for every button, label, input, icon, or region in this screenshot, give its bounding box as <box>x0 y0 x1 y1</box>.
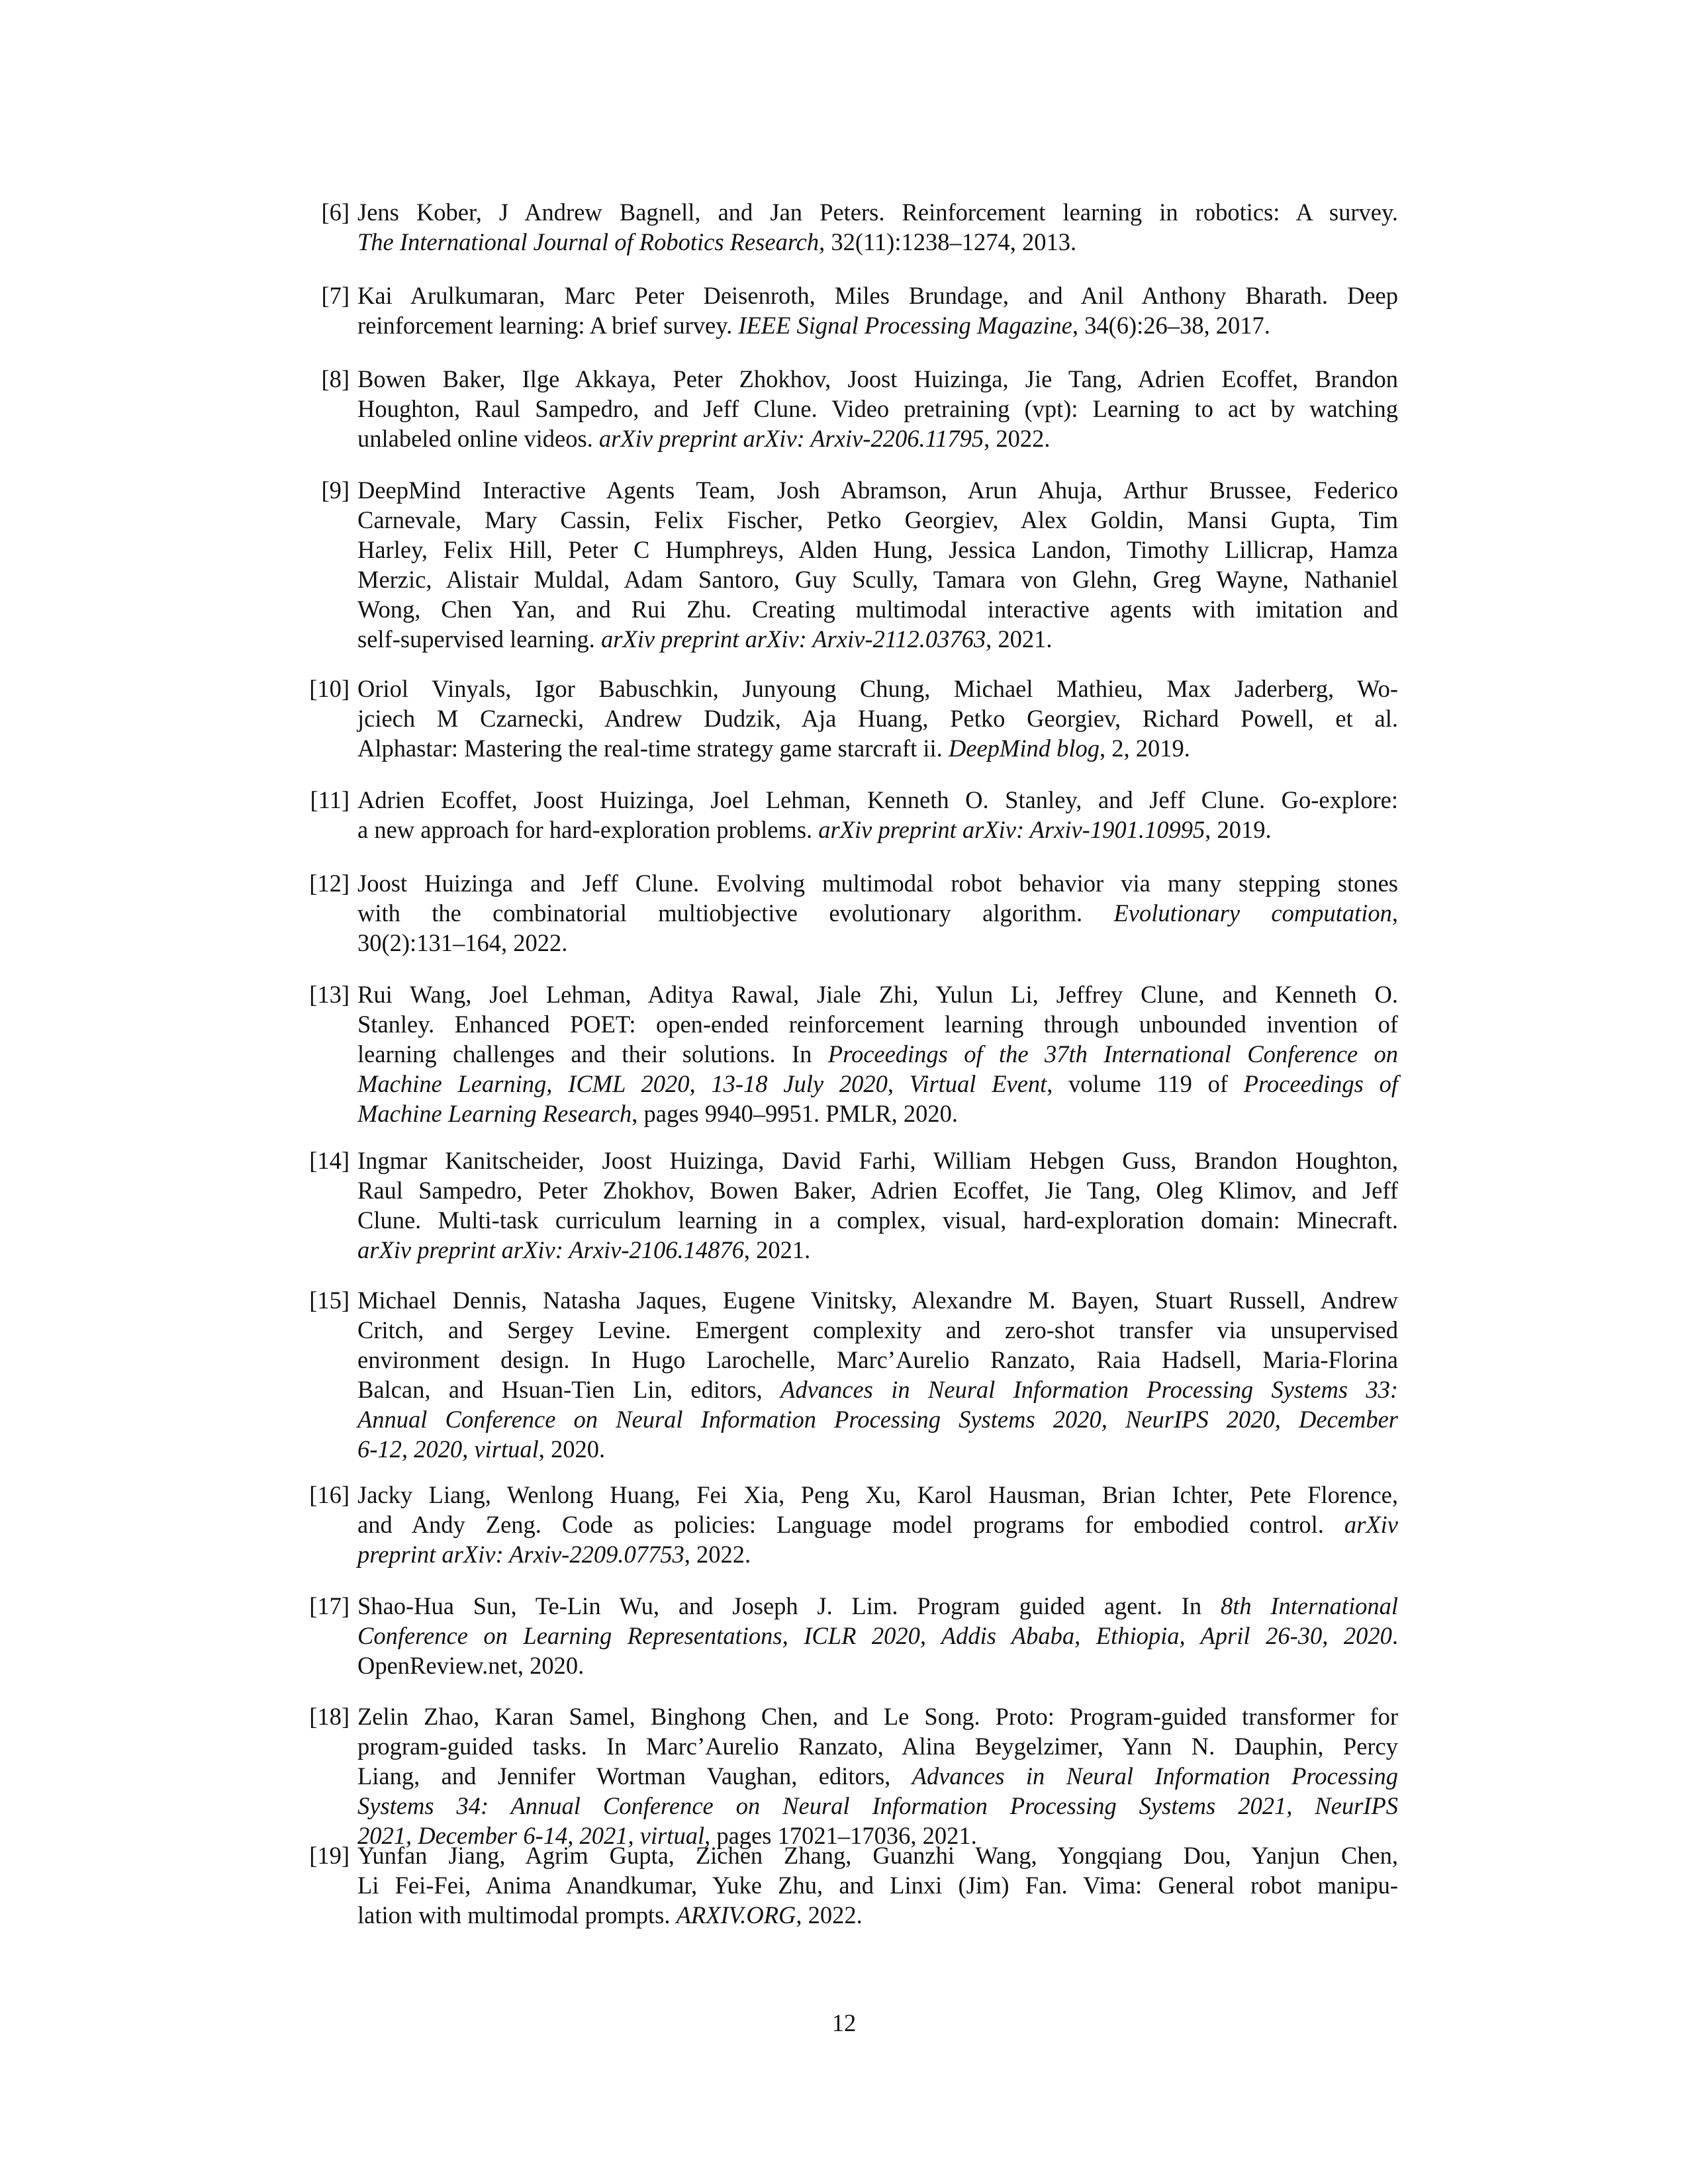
reference-text: , 2, 2019. <box>1099 735 1190 762</box>
reference-text: Shao-Hua Sun, Te-Lin Wu, and Joseph J. Lim. Program guided agent. In <box>357 1592 1221 1619</box>
reference-text: , 34(6):26–38, 2017. <box>1072 312 1270 339</box>
reference-text: DeepMind Interactive Agents Team, Josh Abramson, Arun Ahuja, Arthur Brussee, Federico <box>357 477 1398 504</box>
reference-text: Balcan, and Hsuan-Tien Lin, editors, <box>357 1376 781 1403</box>
reference-text: , 32(11):1238–1274, 2013. <box>819 228 1077 255</box>
reference-text: self-supervised learning. <box>357 625 601 653</box>
reference-number: [9] <box>321 477 350 504</box>
reference-line <box>357 1761 1398 1791</box>
reference-line <box>357 1235 1398 1265</box>
reference-text: , 2022. <box>684 1541 751 1568</box>
reference-text: Rui Wang, Joel Lehman, Aditya Rawal, Jiale Zhi, Yulun Li, Jeffrey Clune, and Kenneth O. <box>357 981 1398 1008</box>
reference-text: Joost Huizinga and Jeff Clune. Evolving multimodal robot behavior via many stepping stones <box>357 870 1398 897</box>
reference-text: Clune. Multi-task curriculum learning in a complex, visual, hard-exploration domain: Minecraft. <box>357 1206 1398 1234</box>
reference-line <box>357 227 1398 257</box>
reference-text: , 2022. <box>796 1901 863 1929</box>
reference-text: Adrien Ecoffet, Joost Huizinga, Joel Lehman, Kenneth O. Stanley, and Jeff Clune. Go-explore: <box>357 786 1398 813</box>
reference-text: jciech M Czarnecki, Andrew Dudzik, Aja Huang, Petko Georgiev, Richard Powell, et al. <box>357 705 1398 732</box>
reference-line <box>357 475 1398 505</box>
reference-text: unlabeled online videos. <box>357 425 599 452</box>
reference-number: [8] <box>321 365 350 392</box>
reference-italic-text: Systems 34: Annual Conference on Neural Information Processing Systems 2021, NeurIPS <box>357 1792 1398 1819</box>
reference-number: [16] <box>309 1481 350 1508</box>
reference-text: . <box>1391 1622 1398 1649</box>
reference-text: Ingmar Kanitscheider, Joost Huizinga, David Farhi, William Hebgen Guss, Brandon Houghton, <box>357 1147 1398 1174</box>
reference-text: Zelin Zhao, Karan Samel, Binghong Chen, and Le Song. Proto: Program-guided transformer for <box>357 1703 1398 1730</box>
reference-text: Jens Kober, J Andrew Bagnell, and Jan Peters. Reinforcement learning in robotics: A survey. <box>357 199 1398 226</box>
reference-line <box>357 394 1398 424</box>
reference-line <box>357 733 1398 763</box>
reference-text: learning challenges and their solutions. In <box>357 1040 828 1068</box>
reference-text: Raul Sampedro, Peter Zhokhov, Bowen Baker, Adrien Ecoffet, Jie Tang, Oleg Klimov, and Jeff <box>357 1177 1398 1204</box>
reference-line <box>357 565 1398 594</box>
reference-italic-text: arXiv preprint arXiv: Arxiv-1901.10995 <box>818 816 1205 843</box>
reference-text: 30(2):131–164, 2022. <box>357 929 568 956</box>
reference-number: [17] <box>309 1592 350 1619</box>
reference-line <box>357 1480 1398 1510</box>
reference-italic-text: Annual Conference on Neural Information Processing Systems 2020, NeurIPS 2020, December <box>357 1406 1398 1433</box>
reference-text: lation with multimodal prompts. <box>357 1901 677 1929</box>
reference-line <box>357 979 1398 1009</box>
reference-italic-text: arXiv <box>1344 1511 1398 1538</box>
reference-line <box>357 1841 1398 1870</box>
reference-text: , <box>1391 899 1398 927</box>
reference-text: OpenReview.net, 2020. <box>357 1652 585 1679</box>
reference-line <box>357 704 1398 733</box>
reference-text: Stanley. Enhanced POET: open-ended reinforcement learning through unbounded invention of <box>357 1011 1398 1038</box>
reference-text: , volume 119 of <box>1047 1070 1244 1097</box>
reference-text: program-guided tasks. In Marc’Aurelio Ranzato, Alina Beygelzimer, Yann N. Dauphin, Percy <box>357 1733 1398 1760</box>
reference-line <box>357 505 1398 535</box>
reference-line <box>357 197 1398 227</box>
page-number: 12 <box>831 2009 857 2036</box>
reference-line <box>357 1315 1398 1345</box>
reference-line <box>357 1434 1398 1464</box>
reference-italic-text: IEEE Signal Processing Magazine <box>738 312 1072 339</box>
reference-line <box>357 1099 1398 1128</box>
reference-line <box>357 1404 1398 1434</box>
reference-text: Wong, Chen Yan, and Rui Zhu. Creating multimodal interactive agents with imitation and <box>357 596 1398 623</box>
reference-line <box>357 1702 1398 1731</box>
reference-italic-text: ARXIV.ORG <box>676 1901 796 1929</box>
reference-text: , 2021. <box>986 625 1053 653</box>
reference-number: [18] <box>309 1703 350 1730</box>
reference-italic-text: Advances in Neural Information Processing <box>912 1762 1399 1790</box>
reference-text: Kai Arulkumaran, Marc Peter Deisenroth, Miles Brundage, and Anil Anthony Bharath. Deep <box>357 282 1398 309</box>
reference-number: [11] <box>310 786 350 813</box>
reference-text: reinforcement learning: A brief survey. <box>357 312 739 339</box>
reference-italic-text: arXiv preprint arXiv: Arxiv-2206.11795 <box>598 425 984 452</box>
reference-line <box>357 1146 1398 1175</box>
reference-text: Li Fei-Fei, Anima Anandkumar, Yuke Zhu, and Linxi (Jim) Fan. Vima: General robot manipu- <box>357 1872 1398 1899</box>
reference-text: Yunfan Jiang, Agrim Gupta, Zichen Zhang, Guanzhi Wang, Yongqiang Dou, Yanjun Chen, <box>357 1842 1398 1869</box>
reference-italic-text: Conference on Learning Representations, ICLR 2020, Addis Ababa, Ethiopia, April 26-30, 2020 <box>357 1622 1392 1649</box>
reference-text: Merzic, Alistair Muldal, Adam Santoro, Guy Scully, Tamara von Glehn, Greg Wayne, Nathaniel <box>357 566 1398 593</box>
reference-line <box>357 868 1398 898</box>
reference-italic-text: Proceedings of the 37th International Conference on <box>827 1040 1398 1068</box>
reference-text: environment design. In Hugo Larochelle, Marc’Aurelio Ranzato, Raia Hadsell, Maria-Florina <box>357 1346 1398 1373</box>
reference-line <box>357 1900 1398 1930</box>
reference-italic-text: arXiv preprint arXiv: Arxiv-2112.03763 <box>600 625 986 653</box>
reference-line <box>357 1591 1398 1621</box>
reference-line <box>357 1069 1398 1099</box>
reference-text: and Andy Zeng. Code as policies: Language model programs for embodied control. <box>357 1511 1344 1538</box>
reference-italic-text: Machine Learning, ICML 2020, 13-18 July 2020, Virtual Event <box>357 1070 1047 1097</box>
reference-italic-text: Proceedings of <box>1243 1070 1398 1097</box>
reference-italic-text: Advances in Neural Information Processing Systems 33: <box>780 1376 1398 1403</box>
reference-line <box>357 1651 1398 1680</box>
reference-line <box>357 1621 1398 1651</box>
reference-text: Alphastar: Mastering the real-time strategy game starcraft ii. <box>357 735 949 762</box>
reference-italic-text: preprint arXiv: Arxiv-2209.07753 <box>357 1541 684 1568</box>
reference-line <box>357 898 1398 928</box>
reference-italic-text: 2021, December 6-14, 2021, virtual <box>357 1822 705 1849</box>
reference-text: a new approach for hard-exploration problems. <box>357 816 819 843</box>
reference-number: [12] <box>309 870 350 897</box>
reference-text: , pages 17021–17036, 2021. <box>704 1822 977 1849</box>
reference-line <box>357 1791 1398 1821</box>
reference-line <box>357 424 1398 453</box>
reference-line <box>357 1345 1398 1375</box>
reference-line <box>357 310 1398 340</box>
reference-text: Carnevale, Mary Cassin, Felix Fischer, Petko Georgiev, Alex Goldin, Mansi Gupta, Tim <box>357 506 1398 533</box>
reference-line <box>357 1285 1398 1315</box>
reference-line <box>357 594 1398 624</box>
reference-text: Michael Dennis, Natasha Jaques, Eugene Vinitsky, Alexandre M. Bayen, Stuart Russell, Andrew <box>357 1287 1398 1314</box>
reference-text: , 2020. <box>538 1435 606 1463</box>
reference-line <box>357 1205 1398 1235</box>
reference-text: , 2019. <box>1205 816 1272 843</box>
reference-line <box>357 1175 1398 1205</box>
reference-line <box>357 785 1398 815</box>
reference-number: [10] <box>309 675 350 702</box>
reference-number: [13] <box>309 981 350 1008</box>
reference-line <box>357 674 1398 704</box>
reference-number: [14] <box>309 1147 350 1174</box>
reference-line <box>357 1731 1398 1761</box>
reference-italic-text: arXiv preprint arXiv: Arxiv-2106.14876 <box>357 1236 744 1263</box>
reference-text: with the combinatorial multiobjective evolutionary algorithm. <box>357 899 1114 927</box>
reference-line <box>357 1870 1398 1900</box>
reference-italic-text: Machine Learning Research <box>357 1100 632 1127</box>
reference-line <box>357 1510 1398 1539</box>
reference-number: [6] <box>321 199 350 226</box>
reference-line <box>357 535 1398 565</box>
reference-italic-text: 6-12, 2020, virtual <box>357 1435 539 1463</box>
reference-text: Harley, Felix Hill, Peter C Humphreys, Alden Hung, Jessica Landon, Timothy Lillicrap, Hamza <box>357 536 1398 563</box>
reference-line <box>357 1539 1398 1569</box>
reference-line <box>357 281 1398 310</box>
reference-italic-text: The International Journal of Robotics Research <box>357 228 820 255</box>
reference-line <box>357 928 1398 958</box>
reference-italic-text: DeepMind blog <box>948 735 1100 762</box>
reference-text: Bowen Baker, Ilge Akkaya, Peter Zhokhov, Joost Huizinga, Jie Tang, Adrien Ecoffet, Brandon <box>357 365 1398 392</box>
reference-text: Jacky Liang, Wenlong Huang, Fei Xia, Peng Xu, Karol Hausman, Brian Ichter, Pete Florence, <box>357 1481 1398 1508</box>
reference-text: , pages 9940–9951. PMLR, 2020. <box>632 1100 958 1127</box>
reference-line <box>357 1009 1398 1039</box>
reference-text: , 2022. <box>984 425 1051 452</box>
reference-line <box>357 1039 1398 1069</box>
reference-number: [15] <box>309 1287 350 1314</box>
reference-line <box>357 364 1398 394</box>
reference-line <box>357 624 1398 654</box>
reference-italic-text: 8th International <box>1220 1592 1398 1619</box>
reference-line <box>357 1375 1398 1404</box>
reference-text: , 2021. <box>743 1236 811 1263</box>
reference-text: Critch, and Sergey Levine. Emergent complexity and zero-shot transfer via unsupervised <box>357 1316 1398 1343</box>
reference-text: Houghton, Raul Sampedro, and Jeff Clune. Video pretraining (vpt): Learning to act by watching <box>357 395 1398 422</box>
reference-number: [7] <box>321 282 350 309</box>
reference-text: Liang, and Jennifer Wortman Vaughan, editors, <box>357 1762 912 1790</box>
reference-italic-text: Evolutionary computation <box>1113 899 1392 927</box>
reference-line <box>357 815 1398 844</box>
reference-text: Oriol Vinyals, Igor Babuschkin, Junyoung Chung, Michael Mathieu, Max Jaderberg, Wo- <box>357 675 1398 702</box>
reference-number: [19] <box>309 1842 350 1869</box>
